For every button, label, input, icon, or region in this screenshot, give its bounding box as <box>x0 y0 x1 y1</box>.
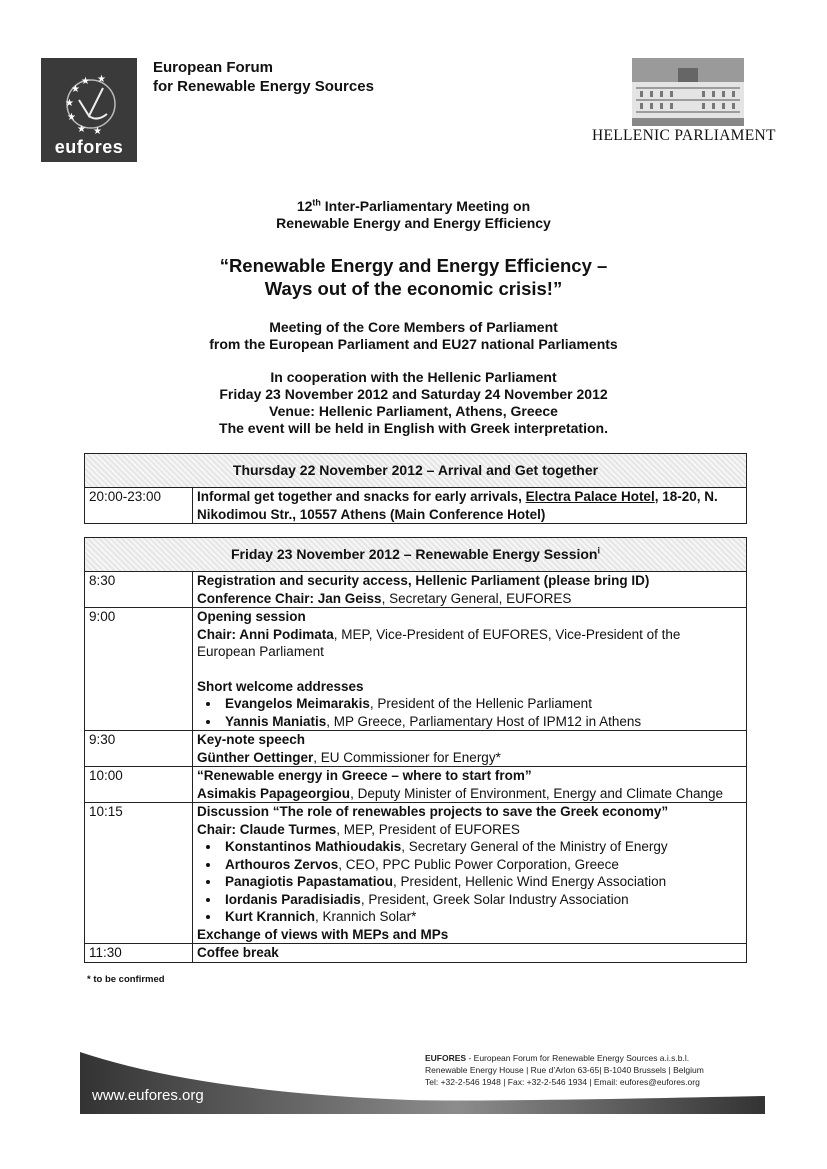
time-cell: 10:00 <box>85 767 193 803</box>
footer-org-full: - European Forum for Renewable Energy Sources a.i.s.b.l. <box>466 1053 690 1063</box>
speaker-list <box>197 838 742 926</box>
org-name-line1: European Forum <box>153 59 274 76</box>
time-cell: 11:30 <box>85 944 193 963</box>
speaker-role: , CEO, PPC Public Power Corporation, Greece <box>338 856 619 872</box>
speaker-role: , Deputy Minister of Environment, Energy and Climate Change <box>350 785 723 801</box>
chair-label: Conference Chair: Jan Geiss <box>197 590 382 606</box>
hotel-link[interactable]: Electra Palace Hotel <box>525 489 655 504</box>
session-chair <box>197 590 742 608</box>
table-row <box>85 608 747 731</box>
footer-org: EUFORES <box>425 1053 467 1063</box>
footer-line1 <box>425 1052 704 1064</box>
org-name-line2: for Renewable Energy Sources <box>153 78 374 95</box>
chair-label: Chair: Claude Turmes <box>197 821 337 837</box>
eufores-logo <box>41 58 137 162</box>
speaker-name: Asimakis Papageorgiou <box>197 785 351 801</box>
theme-line2: Ways out of the economic crisis!” <box>264 278 563 299</box>
svg-text:★: ★ <box>65 98 74 109</box>
chair-role: , Secretary General, EUFORES <box>381 590 572 606</box>
footnote: * to be confirmed <box>87 974 165 985</box>
footer-contact-info <box>425 1052 704 1088</box>
welcome-heading: Short welcome addresses <box>197 678 364 694</box>
thursday-schedule-table <box>84 453 747 524</box>
speaker-name: Iordanis Paradisiadis <box>225 891 361 907</box>
svg-text:★: ★ <box>97 74 106 85</box>
list-item <box>221 713 742 731</box>
list-item <box>221 838 742 856</box>
speaker-role: , Krannich Solar* <box>315 909 417 924</box>
time-cell: 9:00 <box>85 608 193 731</box>
core-members-line2: from the European Parliament and EU27 national Parliaments <box>209 336 618 352</box>
footer-phone-email: Tel: +32-2-546 1948 | Fax: +32-2-546 1934 | Email: eufores@eufores.org <box>425 1077 700 1087</box>
session-speaker <box>197 785 742 803</box>
session-cell <box>193 731 747 767</box>
endnote-marker: i <box>597 545 601 556</box>
chair-role: , MEP, President of EUFORES <box>336 821 520 837</box>
friday-heading <box>85 538 747 572</box>
meeting-title-text: Inter-Parliamentary Meeting on <box>320 198 531 214</box>
list-item <box>221 856 742 874</box>
list-item <box>221 873 742 891</box>
table-row <box>85 538 747 572</box>
website-link[interactable]: www.eufores.org <box>92 1087 204 1104</box>
organization-name <box>153 58 374 96</box>
parliament-building-icon <box>632 58 744 126</box>
cooperation-line: In cooperation with the Hellenic Parliament <box>270 369 557 385</box>
core-members-line1: Meeting of the Core Members of Parliament <box>269 319 558 335</box>
speaker-role: , MP Greece, Parliamentary Host of IPM12 in Athens <box>326 713 642 729</box>
session-title: “Renewable energy in Greece – where to start from” <box>197 768 532 783</box>
speaker-name: Konstantinos Mathioudakis <box>225 839 402 854</box>
svg-text:★: ★ <box>93 126 102 137</box>
speaker-name: Kurt Krannich <box>225 909 316 924</box>
meeting-title-line2: Renewable Energy and Energy Efficiency <box>276 215 551 231</box>
table-row <box>85 572 747 608</box>
friday-schedule-table <box>84 537 747 963</box>
speaker-name: Yannis Maniatis <box>225 713 327 729</box>
list-item <box>221 908 742 926</box>
time-cell: 9:30 <box>85 731 193 767</box>
speaker-role: , President, Hellenic Wind Energy Association <box>393 874 667 889</box>
chair-label: Chair: Anni Podimata <box>197 626 334 642</box>
friday-heading-text: Friday 23 November 2012 – Renewable Energy Session <box>230 545 598 562</box>
meeting-number-suffix: th <box>312 197 321 208</box>
speaker-list <box>197 695 742 730</box>
time-cell: 20:00-23:00 <box>85 488 193 524</box>
svg-text:★: ★ <box>77 124 86 135</box>
parliament-name: HELLENIC PARLIAMENT <box>592 127 776 144</box>
session-text: Registration and security access, Hellenic Parliament (please bring ID) <box>197 573 650 588</box>
session-cell <box>193 608 747 731</box>
table-row <box>85 944 747 963</box>
speaker-role: , President, Greek Solar Industry Association <box>360 891 629 907</box>
exchange-line: Exchange of views with MEPs and MPs <box>197 926 449 942</box>
list-item <box>221 891 742 909</box>
speaker-name: Evangelos Meimarakis <box>225 696 370 711</box>
session-cell <box>193 572 747 608</box>
table-row <box>85 731 747 767</box>
meeting-number: 12 <box>296 198 313 214</box>
table-row <box>85 488 747 524</box>
footer-address: Renewable Energy House | Rue d’Arlon 63-65| B-1040 Brussels | Belgium <box>425 1065 704 1075</box>
session-title: Discussion “The role of renewables projects to save the Greek economy” <box>197 804 669 819</box>
chair-role: , MEP, Vice-President of EUFORES, Vice-President of the European Parliament <box>197 626 681 659</box>
theme-line1: “Renewable Energy and Energy Efficiency – <box>219 255 608 276</box>
session-cell <box>193 803 747 944</box>
session-cell: Coffee break <box>193 944 747 963</box>
session-title: Opening session <box>197 609 306 624</box>
session-chair <box>197 821 742 839</box>
logo-wordmark: eufores <box>54 137 124 157</box>
table-row <box>85 803 747 944</box>
session-cell <box>193 767 747 803</box>
svg-text:★: ★ <box>67 112 76 123</box>
speaker-role: , President of the Hellenic Parliament <box>369 696 592 711</box>
speaker-name: Arthouros Zervos <box>225 856 339 872</box>
session-text: Informal get together and snacks for early arrivals, <box>197 489 526 504</box>
session-title: Key-note speech <box>197 732 306 747</box>
svg-text:★: ★ <box>71 84 80 95</box>
speaker-role: , EU Commissioner for Energy* <box>313 749 501 765</box>
session-speaker <box>197 749 742 767</box>
time-cell: 8:30 <box>85 572 193 608</box>
venue-line: Venue: Hellenic Parliament, Athens, Greece <box>269 403 558 419</box>
speaker-name: Günther Oettinger <box>197 749 314 765</box>
session-chair <box>197 626 742 661</box>
thursday-heading: Thursday 22 November 2012 – Arrival and Get together <box>85 454 747 488</box>
session-cell <box>193 488 747 524</box>
meeting-title-line1 <box>0 197 827 215</box>
session-text: , 18-20, N. Nikodimou Str., 10557 Athens (Main Conference Hotel) <box>197 489 718 522</box>
table-row <box>85 767 747 803</box>
speaker-role: , Secretary General of the Ministry of Energy <box>401 839 668 854</box>
time-cell: 10:15 <box>85 803 193 944</box>
speaker-name: Panagiotis Papastamatiou <box>225 874 394 889</box>
svg-text:★: ★ <box>81 76 90 87</box>
dates-line: Friday 23 November 2012 and Saturday 24 November 2012 <box>219 386 608 402</box>
table-row <box>85 454 747 488</box>
list-item <box>221 695 742 713</box>
language-line: The event will be held in English with Greek interpretation. <box>219 420 608 436</box>
